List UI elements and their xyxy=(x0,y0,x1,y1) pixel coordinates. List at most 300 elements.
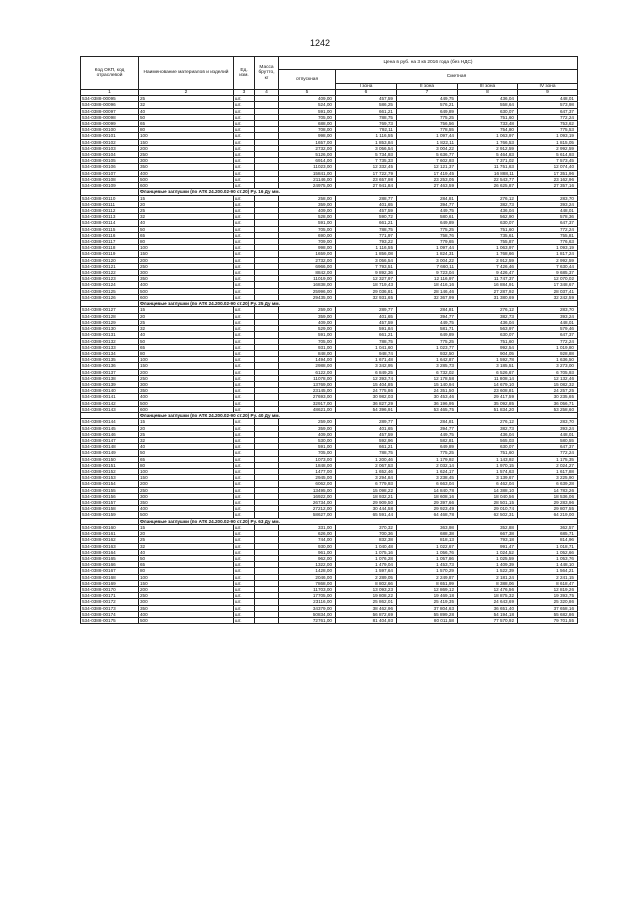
cell-release-price: 24975,00 xyxy=(279,183,336,189)
cell-diameter: 80 xyxy=(139,127,234,133)
cell-release-price: 259,00 xyxy=(279,307,336,313)
header-name: Наименование материалов и изделий xyxy=(139,57,234,90)
cell-zone-2: 779,65 xyxy=(397,239,458,245)
cell-zone-3: 22 543,77 xyxy=(458,176,518,182)
cell-zone-3: 51 834,20 xyxy=(458,406,518,412)
cell-zone-3: 18 875,32 xyxy=(458,593,518,599)
cell-zone-3: 14 679,10 xyxy=(458,381,518,387)
cell-unit: шт. xyxy=(234,158,255,164)
cell-release-price: 26734,00 xyxy=(279,499,336,505)
cell-zone-1: 591,84 xyxy=(336,326,397,332)
cell-unit: шт. xyxy=(234,524,255,530)
cell-zone-2: 30 453,46 xyxy=(397,394,458,400)
cell-code: 534-0388-00153 xyxy=(81,475,139,481)
cell-release-price: 709,00 xyxy=(279,239,336,245)
cell-zone-2: 1 453,73 xyxy=(397,562,458,568)
cell-release-price: 258,00 xyxy=(279,195,336,201)
cell-unit: шт. xyxy=(234,580,255,586)
cell-unit: шт. xyxy=(234,114,255,120)
cell-zone-2: 1 097,44 xyxy=(397,133,458,139)
cell-zone-3: 24 643,69 xyxy=(458,599,518,605)
cell-zone-4: 1 817,24 xyxy=(518,251,578,257)
cell-release-price: 23116,00 xyxy=(279,599,336,605)
cell-zone-4: 1 636,50 xyxy=(518,357,578,363)
cell-release-price: 6062,00 xyxy=(279,481,336,487)
cell-zone-2: 14 840,78 xyxy=(397,487,458,493)
cell-zone-3: 28 501,15 xyxy=(458,499,518,505)
cell-zone-4: 772,24 xyxy=(518,226,578,232)
cell-release-price: 688,00 xyxy=(279,121,336,127)
cell-unit: шт. xyxy=(234,363,255,369)
cell-code: 534-0388-00158 xyxy=(81,506,139,512)
cell-release-price: 705,00 xyxy=(279,226,336,232)
cell-zone-2: 649,89 xyxy=(397,220,458,226)
cell-zone-2: 6 663,04 xyxy=(397,481,458,487)
cell-release-price: 690,00 xyxy=(279,232,336,238)
cell-zone-4: 14 783,26 xyxy=(518,487,578,493)
cell-zone-3: 751,60 xyxy=(458,226,518,232)
cell-zone-3: 62 502,31 xyxy=(458,512,518,518)
cell-diameter: 100 xyxy=(139,468,234,474)
cell-zone-2: 649,89 xyxy=(397,108,458,114)
cell-release-price: 705,00 xyxy=(279,114,336,120)
cell-zone-3: 35 092,85 xyxy=(458,400,518,406)
cell-code: 534-0388-00115 xyxy=(81,226,139,232)
cell-unit: шт. xyxy=(234,288,255,294)
cell-release-price: 2732,00 xyxy=(279,257,336,263)
cell-zone-2: 394,77 xyxy=(397,201,458,207)
cell-code: 534-0388-00119 xyxy=(81,251,139,257)
cell-zone-1: 7 735,33 xyxy=(336,158,397,164)
cell-diameter: 50 xyxy=(139,555,234,561)
cell-code: 534-0388-00107 xyxy=(81,170,139,176)
cell-zone-2: 1 056,76 xyxy=(397,549,458,555)
cell-zone-1: 8 802,66 xyxy=(336,580,397,586)
cell-release-price: 591,00 xyxy=(279,444,336,450)
cell-release-price: 13769,00 xyxy=(279,381,336,387)
cell-zone-4: 7 573,45 xyxy=(518,158,578,164)
cell-zone-1: 29 036,81 xyxy=(336,288,397,294)
cell-zone-3: 6 462,04 xyxy=(458,481,518,487)
cell-zone-4: 647,37 xyxy=(518,220,578,226)
header-code: Код ОКП, код отраслевой xyxy=(81,57,139,90)
cell-release-price: 8842,00 xyxy=(279,270,336,276)
cell-code: 534-0388-00095 xyxy=(81,96,139,102)
cell-zone-4: 579,46 xyxy=(518,326,578,332)
cell-zone-4: 29 807,55 xyxy=(518,506,578,512)
section-title: Фланцевые заглушки (по АТК 24.200.02-90 ст.20) Ру. 16 Ду мм. xyxy=(139,189,578,195)
cell-diameter: 350 xyxy=(139,276,234,282)
cell-zone-4: 1 019,80 xyxy=(518,344,578,350)
cell-zone-1: 788,75 xyxy=(336,338,397,344)
cell-zone-3: 11 747,37 xyxy=(458,276,518,282)
cell-zone-2: 80 011,58 xyxy=(397,618,458,624)
cell-zone-1: 7 793,51 xyxy=(336,263,397,269)
cell-zone-4: 2 024,27 xyxy=(518,462,578,468)
cell-unit: шт. xyxy=(234,587,255,593)
cell-zone-4: 772,24 xyxy=(518,114,578,120)
cell-release-price: 11023,00 xyxy=(279,164,336,170)
cell-zone-1: 38 462,96 xyxy=(336,605,397,611)
cell-zone-1: 288,77 xyxy=(336,195,397,201)
col-number: 3 xyxy=(234,90,255,96)
cell-zone-2: 5 636,77 xyxy=(397,152,458,158)
cell-zone-1: 56 872,69 xyxy=(336,611,397,617)
cell-zone-1: 18 932,21 xyxy=(336,493,397,499)
cell-diameter: 20 xyxy=(139,313,234,319)
cell-zone-1: 590,72 xyxy=(336,214,397,220)
cell-unit: шт. xyxy=(234,462,255,468)
cell-zone-1: 792,11 xyxy=(336,127,397,133)
cell-unit: шт. xyxy=(234,605,255,611)
cell-zone-3: 382,73 xyxy=(458,201,518,207)
cell-zone-4: 5 614,93 xyxy=(518,152,578,158)
cell-zone-2: 24 351,50 xyxy=(397,388,458,394)
cell-zone-1: 5 734,93 xyxy=(336,152,397,158)
cell-zone-1: 9 892,36 xyxy=(336,270,397,276)
cell-zone-1: 15 404,85 xyxy=(336,381,397,387)
cell-code: 534-0388-00120 xyxy=(81,257,139,263)
cell-zone-4: 55 682,86 xyxy=(518,611,578,617)
cell-unit: шт. xyxy=(234,350,255,356)
cell-release-price: 331,00 xyxy=(279,524,336,530)
cell-zone-1: 1 041,60 xyxy=(336,344,397,350)
cell-zone-4: 573,98 xyxy=(518,102,578,108)
cell-zone-3: 77 570,92 xyxy=(458,618,518,624)
cell-zone-4: 36 056,71 xyxy=(518,400,578,406)
cell-zone-1: 457,59 xyxy=(336,96,397,102)
cell-unit: шт. xyxy=(234,543,255,549)
cell-zone-3: 793,18 xyxy=(458,537,518,543)
cell-release-price: 27693,00 xyxy=(279,394,336,400)
cell-zone-2: 27 463,59 xyxy=(397,183,458,189)
cell-zone-2: 1 624,17 xyxy=(397,468,458,474)
cell-release-price: 32917,00 xyxy=(279,400,336,406)
cell-release-price: 998,00 xyxy=(279,133,336,139)
cell-zone-3: 1 592,78 xyxy=(458,357,518,363)
cell-zone-2: 449,75 xyxy=(397,208,458,214)
cell-zone-1: 6 779,93 xyxy=(336,481,397,487)
cell-release-price: 2988,00 xyxy=(279,363,336,369)
cell-unit: шт. xyxy=(234,425,255,431)
cell-zone-3: 630,07 xyxy=(458,444,518,450)
cell-unit: шт. xyxy=(234,618,255,624)
cell-diameter: 200 xyxy=(139,369,234,375)
cell-zone-2: 64 468,78 xyxy=(397,512,458,518)
cell-release-price: 708,00 xyxy=(279,127,336,133)
cell-diameter: 350 xyxy=(139,388,234,394)
cell-diameter: 80 xyxy=(139,462,234,468)
cell-zone-2: 36 196,95 xyxy=(397,400,458,406)
cell-unit: шт. xyxy=(234,102,255,108)
cell-unit: шт. xyxy=(234,164,255,170)
cell-zone-2: 284,81 xyxy=(397,419,458,425)
cell-code: 534-0388-00132 xyxy=(81,338,139,344)
cell-zone-1: 3 056,54 xyxy=(336,257,397,263)
cell-unit: шт. xyxy=(234,239,255,245)
cell-unit: шт. xyxy=(234,313,255,319)
cell-zone-1: 771,97 xyxy=(336,232,397,238)
cell-diameter: 25 xyxy=(139,431,234,437)
cell-diameter: 32 xyxy=(139,214,234,220)
cell-diameter: 300 xyxy=(139,493,234,499)
cell-zone-2: 3 238,45 xyxy=(397,475,458,481)
cell-code: 534-0388-00098 xyxy=(81,114,139,120)
cell-code: 534-0388-00172 xyxy=(81,599,139,605)
cell-diameter: 100 xyxy=(139,133,234,139)
cell-release-price: 1428,00 xyxy=(279,568,336,574)
cell-zone-1: 1 853,84 xyxy=(336,139,397,145)
cell-diameter: 500 xyxy=(139,400,234,406)
cell-zone-1: 30 982,03 xyxy=(336,394,397,400)
cell-zone-2: 1 179,92 xyxy=(397,456,458,462)
cell-release-price: 6122,00 xyxy=(279,369,336,375)
cell-zone-4: 18 536,06 xyxy=(518,493,578,499)
cell-zone-2: 3 004,22 xyxy=(397,257,458,263)
cell-code: 534-0388-00104 xyxy=(81,152,139,158)
cell-zone-2: 32 367,99 xyxy=(397,294,458,300)
cell-zone-3: 7 426,46 xyxy=(458,263,518,269)
cell-diameter: 300 xyxy=(139,158,234,164)
cell-code: 534-0388-00161 xyxy=(81,531,139,537)
cell-zone-3: 7 371,02 xyxy=(458,158,518,164)
cell-zone-2: 12 869,12 xyxy=(397,587,458,593)
cell-release-price: 1848,00 xyxy=(279,462,336,468)
cell-diameter: 65 xyxy=(139,121,234,127)
cell-code: 534-0388-00152 xyxy=(81,468,139,474)
cell-unit: шт. xyxy=(234,400,255,406)
cell-code: 534-0388-00100 xyxy=(81,127,139,133)
cell-unit: шт. xyxy=(234,338,255,344)
cell-zone-1: 661,21 xyxy=(336,220,397,226)
cell-zone-2: 449,75 xyxy=(397,431,458,437)
cell-zone-3: 751,60 xyxy=(458,450,518,456)
cell-zone-4: 283,70 xyxy=(518,195,578,201)
cell-unit: шт. xyxy=(234,307,255,313)
cell-diameter: 400 xyxy=(139,170,234,176)
cell-code: 534-0388-00127 xyxy=(81,307,139,313)
cell-zone-2: 18 416,16 xyxy=(397,282,458,288)
cell-zone-2: 17 419,45 xyxy=(397,170,458,176)
cell-release-price: 359,00 xyxy=(279,201,336,207)
cell-zone-1: 36 827,29 xyxy=(336,400,397,406)
cell-zone-1: 769,73 xyxy=(336,121,397,127)
cell-unit: шт. xyxy=(234,549,255,555)
cell-zone-3: 382,73 xyxy=(458,313,518,319)
cell-zone-2: 3 004,22 xyxy=(397,145,458,151)
cell-unit: шт. xyxy=(234,121,255,127)
cell-release-price: 359,00 xyxy=(279,425,336,431)
cell-zone-3: 29 417,59 xyxy=(458,394,518,400)
cell-unit: шт. xyxy=(234,133,255,139)
cell-zone-4: 393,24 xyxy=(518,313,578,319)
cell-zone-1: 1 479,04 xyxy=(336,562,397,568)
cell-code: 534-0388-00175 xyxy=(81,618,139,624)
cell-unit: шт. xyxy=(234,183,255,189)
cell-release-price: 359,00 xyxy=(279,313,336,319)
cell-diameter: 50 xyxy=(139,226,234,232)
cell-zone-2: 2 249,87 xyxy=(397,574,458,580)
cell-diameter: 15 xyxy=(139,195,234,201)
cell-diameter: 500 xyxy=(139,288,234,294)
cell-zone-4: 12 132,46 xyxy=(518,375,578,381)
cell-zone-3: 558,64 xyxy=(458,102,518,108)
cell-unit: шт. xyxy=(234,226,255,232)
cell-zone-3: 751,60 xyxy=(458,338,518,344)
cell-zone-2: 1 824,31 xyxy=(397,251,458,257)
cell-code: 534-0388-00126 xyxy=(81,294,139,300)
cell-diameter: 15 xyxy=(139,307,234,313)
cell-zone-2: 284,81 xyxy=(397,307,458,313)
cell-code: 534-0388-00128 xyxy=(81,313,139,319)
cell-unit: шт. xyxy=(234,195,255,201)
cell-zone-1: 289,77 xyxy=(336,419,397,425)
cell-code: 534-0388-00154 xyxy=(81,481,139,487)
cell-zone-1: 25 862,01 xyxy=(336,599,397,605)
table-body xyxy=(81,96,578,624)
cell-zone-3: 352,88 xyxy=(458,524,518,530)
cell-zone-2: 688,38 xyxy=(397,531,458,537)
cell-zone-3: 5 464,83 xyxy=(458,152,518,158)
cell-diameter: 40 xyxy=(139,220,234,226)
cell-release-price: 2945,00 xyxy=(279,475,336,481)
cell-code: 534-0388-00112 xyxy=(81,208,139,214)
cell-diameter: 65 xyxy=(139,562,234,568)
cell-diameter: 400 xyxy=(139,282,234,288)
cell-unit: шт. xyxy=(234,344,255,350)
cell-code: 534-0388-00118 xyxy=(81,245,139,251)
cell-unit: шт. xyxy=(234,257,255,263)
cell-release-price: 1494,00 xyxy=(279,357,336,363)
cell-unit: шт. xyxy=(234,176,255,182)
cell-release-price: 626,00 xyxy=(279,531,336,537)
cell-zone-1: 401,65 xyxy=(336,313,397,319)
cell-code: 534-0388-00105 xyxy=(81,158,139,164)
cell-diameter: 65 xyxy=(139,456,234,462)
cell-diameter: 15 xyxy=(139,419,234,425)
cell-code: 534-0388-00150 xyxy=(81,456,139,462)
cell-zone-3: 276,12 xyxy=(458,419,518,425)
cell-unit: шт. xyxy=(234,568,255,574)
cell-code: 534-0388-00174 xyxy=(81,611,139,617)
col-number: 1 xyxy=(81,90,139,96)
cell-zone-4: 37 658,16 xyxy=(518,605,578,611)
cell-diameter: 80 xyxy=(139,568,234,574)
cell-zone-4: 775,53 xyxy=(518,127,578,133)
cell-zone-4: 64 219,00 xyxy=(518,512,578,518)
cell-release-price: 529,00 xyxy=(279,326,336,332)
cell-code: 534-0388-00168 xyxy=(81,574,139,580)
cell-zone-4: 3 273,00 xyxy=(518,363,578,369)
cell-release-price: 15841,00 xyxy=(279,170,336,176)
cell-zone-1: 15 098,22 xyxy=(336,487,397,493)
cell-zone-2: 775,25 xyxy=(397,338,458,344)
cell-diameter: 25 xyxy=(139,208,234,214)
cell-diameter: 300 xyxy=(139,270,234,276)
cell-zone-2: 649,89 xyxy=(397,332,458,338)
cell-zone-1: 457,59 xyxy=(336,431,397,437)
cell-release-price: 6914,00 xyxy=(279,158,336,164)
cell-release-price: 409,00 xyxy=(279,208,336,214)
cell-zone-1: 457,59 xyxy=(336,319,397,325)
cell-zone-2: 1 822,11 xyxy=(397,139,458,145)
cell-zone-4: 15 082,32 xyxy=(518,381,578,387)
cell-release-price: 11703,00 xyxy=(279,587,336,593)
cell-zone-3: 27 287,92 xyxy=(458,288,518,294)
cell-zone-4: 2 241,15 xyxy=(518,574,578,580)
cell-release-price: 1322,00 xyxy=(279,562,336,568)
cell-zone-1: 1 075,16 xyxy=(336,549,397,555)
cell-unit: шт. xyxy=(234,127,255,133)
cell-unit: шт. xyxy=(234,406,255,412)
cell-zone-3: 563,97 xyxy=(458,326,518,332)
cell-zone-3: 29 010,74 xyxy=(458,506,518,512)
cell-release-price: 48621,00 xyxy=(279,406,336,412)
cell-zone-3: 14 388,10 xyxy=(458,487,518,493)
cell-zone-1: 401,65 xyxy=(336,425,397,431)
cell-zone-1: 13 093,23 xyxy=(336,587,397,593)
cell-release-price: 930,00 xyxy=(279,543,336,549)
cell-zone-4: 30 235,65 xyxy=(518,394,578,400)
cell-code: 534-0388-00164 xyxy=(81,549,139,555)
cell-zone-1: 65 591,44 xyxy=(336,512,397,518)
cell-zone-2: 581,71 xyxy=(397,326,458,332)
cell-release-price: 591,00 xyxy=(279,220,336,226)
cell-diameter: 80 xyxy=(139,350,234,356)
cell-release-price: 16838,00 xyxy=(279,282,336,288)
cell-unit: шт. xyxy=(234,139,255,145)
cell-unit: шт. xyxy=(234,444,255,450)
cell-code: 534-0388-00099 xyxy=(81,121,139,127)
cell-release-price: 998,00 xyxy=(279,245,336,251)
cell-zone-4: 28 037,41 xyxy=(518,288,578,294)
cell-zone-1: 661,21 xyxy=(336,332,397,338)
cell-diameter: 50 xyxy=(139,338,234,344)
cell-zone-4: 1 093,19 xyxy=(518,245,578,251)
cell-zone-1: 1 671,48 xyxy=(336,357,397,363)
cell-zone-1: 18 719,43 xyxy=(336,282,397,288)
cell-zone-1: 1 040,48 xyxy=(336,543,397,549)
cell-release-price: 29435,00 xyxy=(279,294,336,300)
cell-release-price: 11019,00 xyxy=(279,276,336,282)
cell-zone-3: 1 766,53 xyxy=(458,139,518,145)
cell-zone-2: 7 602,93 xyxy=(397,158,458,164)
cell-diameter: 200 xyxy=(139,587,234,593)
cell-zone-1: 12 332,45 xyxy=(336,164,397,170)
cell-code: 534-0388-00122 xyxy=(81,270,139,276)
cell-code: 534-0388-00108 xyxy=(81,176,139,182)
cell-zone-2: 932,50 xyxy=(397,350,458,356)
cell-zone-1: 661,21 xyxy=(336,444,397,450)
cell-diameter: 40 xyxy=(139,332,234,338)
cell-zone-2: 1 023,77 xyxy=(397,344,458,350)
cell-code: 534-0388-00145 xyxy=(81,425,139,431)
cell-unit: шт. xyxy=(234,388,255,394)
cell-zone-2: 28 146,46 xyxy=(397,288,458,294)
header-release: отпускная xyxy=(279,70,336,90)
table-header xyxy=(81,57,578,96)
cell-code: 534-0388-00139 xyxy=(81,381,139,387)
cell-zone-3: 1 768,66 xyxy=(458,251,518,257)
cell-unit: шт. xyxy=(234,282,255,288)
cell-zone-4: 1 018,71 xyxy=(518,543,578,549)
cell-code: 534-0388-00123 xyxy=(81,276,139,282)
cell-diameter: 350 xyxy=(139,499,234,505)
cell-zone-4: 9 685,37 xyxy=(518,270,578,276)
cell-unit: шт. xyxy=(234,251,255,257)
cell-release-price: 2046,00 xyxy=(279,574,336,580)
cell-zone-4: 12 070,02 xyxy=(518,276,578,282)
